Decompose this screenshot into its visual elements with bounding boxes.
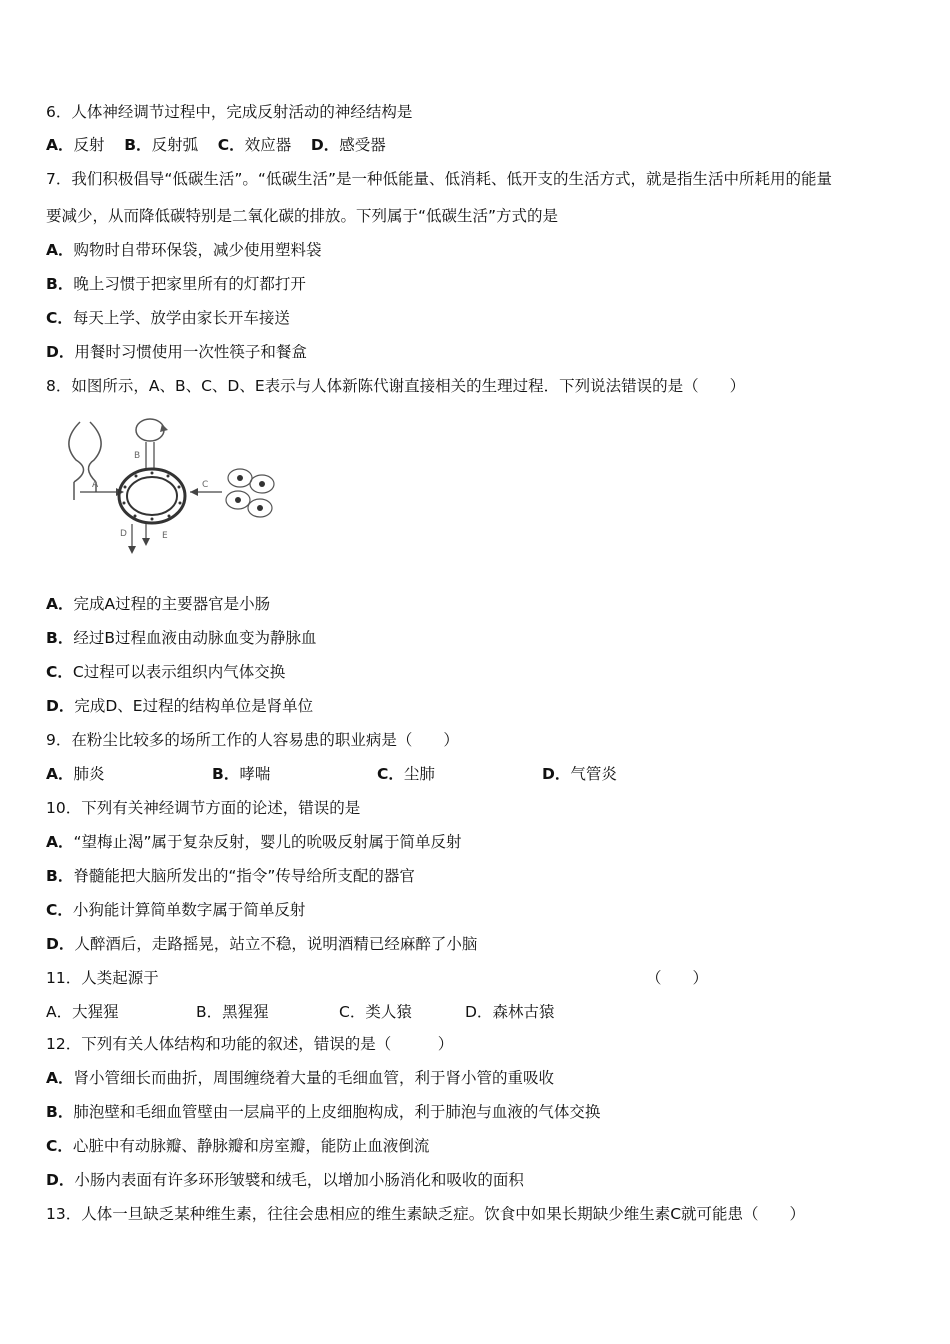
q10-option-c-text: 小狗能计算简单数字属于简单反射	[72, 901, 306, 919]
q9-option-c-text: 尘肺	[403, 765, 435, 783]
q11-option-d-text: 森林古猿	[492, 1003, 555, 1021]
q9-option-c	[377, 764, 435, 784]
label-b: B	[134, 451, 141, 461]
q8-option-b-text: 经过B过程血液由动脉血变为静脉血	[73, 629, 317, 647]
q12-option-c	[46, 1136, 429, 1156]
q11-option-a-text: 大猩猩	[72, 1003, 119, 1021]
q12-option-d	[46, 1170, 524, 1190]
q9-option-c-label: C．	[377, 765, 404, 783]
q9-option-a	[46, 764, 105, 784]
q12-option-b-text: 肺泡壁和毛细血管壁由一层扁平的上皮细胞构成，利于肺泡与血液的气体交换	[73, 1103, 601, 1121]
q9-option-d-label: D．	[542, 765, 571, 783]
q8-option-b	[46, 628, 316, 648]
q10-option-a	[46, 832, 462, 852]
q10-option-d-text: 人醉酒后，走路摇晃，站立不稳，说明酒精已经麻醉了小脑	[74, 935, 478, 953]
q11-option-b	[196, 1002, 269, 1022]
q8-option-c-text: C过程可以表示组织内气体交换	[72, 663, 286, 681]
q7-option-a-text: 购物时自带环保袋，减少使用塑料袋	[73, 241, 322, 259]
q11-bracket: （ ）	[646, 969, 709, 987]
label-a: A	[92, 480, 99, 490]
blood-cells	[123, 472, 182, 521]
q10-option-b-text: 脊髓能把大脑所发出的“指令”传导给所支配的器官	[73, 867, 415, 885]
q10-option-d	[46, 934, 477, 954]
q10-option-c-label: C．	[46, 901, 73, 919]
q12-option-a-text: 肾小管细长而曲折，周围缠绕着大量的毛细血管，利于肾小管的重吸收	[73, 1069, 555, 1087]
label-e: E	[162, 531, 168, 541]
q6-option-d-label: D．	[310, 136, 340, 154]
q12-option-d-text: 小肠内表面有许多环形皱襞和绒毛，以增加小肠消化和吸收的面积	[74, 1171, 524, 1189]
q11-option-d	[465, 1002, 554, 1022]
label-c: C	[202, 480, 209, 490]
q8-option-c	[46, 662, 285, 682]
q6-option-b-label: B．	[124, 136, 152, 154]
q11-option-b-label: B．	[196, 1003, 223, 1021]
arrow-d-head	[128, 546, 136, 554]
digestive-tract-shape-inner	[88, 422, 101, 482]
q11-stem: 11．人类起源于	[46, 969, 159, 987]
q11-option-c-text: 类人猿	[365, 1003, 412, 1021]
q6-option-c-text: 效应器	[244, 136, 292, 154]
q7-option-b	[46, 274, 306, 294]
q6-option-a-label: A．	[46, 136, 74, 154]
q12-option-a	[46, 1068, 554, 1088]
blood-ring-inner	[127, 477, 177, 515]
q8-option-a-text: 完成A过程的主要器官是小肠	[73, 595, 271, 613]
q10-stem: 10．下列有关神经调节方面的论述，错误的是	[46, 799, 361, 817]
q7-option-d-text: 用餐时习惯使用一次性筷子和餐盒	[74, 343, 307, 361]
arrow-e-head	[142, 538, 150, 546]
arrow-c-head	[190, 488, 198, 496]
q12-option-b	[46, 1102, 600, 1122]
label-d: D	[120, 529, 127, 539]
q12-option-d-label: D．	[46, 1171, 75, 1189]
lung-loop-arrow	[160, 424, 168, 432]
tissue-cells	[226, 469, 274, 517]
q9-option-d	[542, 764, 617, 784]
q8-option-a-label: A．	[46, 595, 74, 613]
q8-option-d-text: 完成D、E过程的结构单位是肾单位	[74, 697, 314, 715]
q10-option-c	[46, 900, 305, 920]
q7-option-c-text: 每天上学、放学由家长开车接送	[72, 309, 290, 327]
q9-stem: 9．在粉尘比较多的场所工作的人容易患的职业病是（ ）	[46, 731, 459, 749]
q12-option-c-text: 心脏中有动脉瓣、静脉瓣和房室瓣，能防止血液倒流	[72, 1137, 430, 1155]
q10-option-b	[46, 866, 415, 886]
q10-option-a-text: “望梅止渴”属于复杂反射，婴儿的吮吸反射属于简单反射	[73, 833, 462, 851]
q7-option-d	[46, 342, 307, 362]
q9-option-d-text: 气管炎	[570, 765, 617, 783]
q9-option-a-text: 肺炎	[73, 765, 105, 783]
q11-option-c	[339, 1002, 412, 1022]
q7-option-a	[46, 240, 322, 260]
q8-option-b-label: B．	[46, 629, 74, 647]
q7-stem-line1: 7．我们积极倡导“低碳生活”。“低碳生活”是一种低能量、低消耗、低开支的生活方式，就是指生活中所耗用的能量	[46, 170, 832, 188]
q13-stem: 13．人体一旦缺乏某种维生素，往往会患相应的维生素缺乏症。饮食中如果长期缺少维生素C就可能患（ ）	[46, 1205, 806, 1223]
q12-stem: 12．下列有关人体结构和功能的叙述，错误的是（ ）	[46, 1035, 454, 1053]
q10-option-d-label: D．	[46, 935, 75, 953]
digestive-tract-shape	[69, 422, 84, 482]
q8-stem: 8．如图所示，A、B、C、D、E表示与人体新陈代谢直接相关的生理过程．下列说法错误的是（ ）	[46, 377, 746, 395]
q6-options	[46, 135, 386, 155]
q11-option-d-label: D．	[465, 1003, 493, 1021]
q12-option-b-label: B．	[46, 1103, 74, 1121]
q6-option-a-text: 反射	[73, 136, 105, 154]
lung-loop	[136, 419, 164, 441]
q10-option-a-label: A．	[46, 833, 74, 851]
q8-option-a	[46, 594, 270, 614]
q8-option-c-label: C．	[46, 663, 73, 681]
q7-option-c	[46, 308, 290, 328]
metabolism-diagram	[52, 412, 297, 572]
q11-option-b-text: 黑猩猩	[222, 1003, 269, 1021]
q7-option-b-label: B．	[46, 275, 74, 293]
q9-option-b-text: 哮喘	[239, 765, 271, 783]
q8-option-d-label: D．	[46, 697, 75, 715]
q9-option-a-label: A．	[46, 765, 74, 783]
q11-option-a	[46, 1002, 119, 1022]
q11-option-a-label: A．	[46, 1003, 73, 1021]
q6-option-d-text: 感受器	[339, 136, 386, 154]
q7-option-b-text: 晚上习惯于把家里所有的灯都打开	[73, 275, 306, 293]
q9-option-b	[212, 764, 270, 784]
q6-option-c-label: C．	[217, 136, 245, 154]
q8-option-d	[46, 696, 313, 716]
q7-option-c-label: C．	[46, 309, 73, 327]
q12-option-a-label: A．	[46, 1069, 74, 1087]
q11-option-c-label: C．	[339, 1003, 366, 1021]
q7-stem-line2: 要减少，从而降低碳特别是二氧化碳的排放。下列属于“低碳生活”方式的是	[46, 207, 559, 225]
q6-stem: 6．人体神经调节过程中，完成反射活动的神经结构是	[46, 103, 413, 121]
q10-option-b-label: B．	[46, 867, 74, 885]
q7-option-a-label: A．	[46, 241, 74, 259]
q6-option-b-text: 反射弧	[151, 136, 199, 154]
q7-option-d-label: D．	[46, 343, 75, 361]
q12-option-c-label: C．	[46, 1137, 73, 1155]
q9-option-b-label: B．	[212, 765, 240, 783]
